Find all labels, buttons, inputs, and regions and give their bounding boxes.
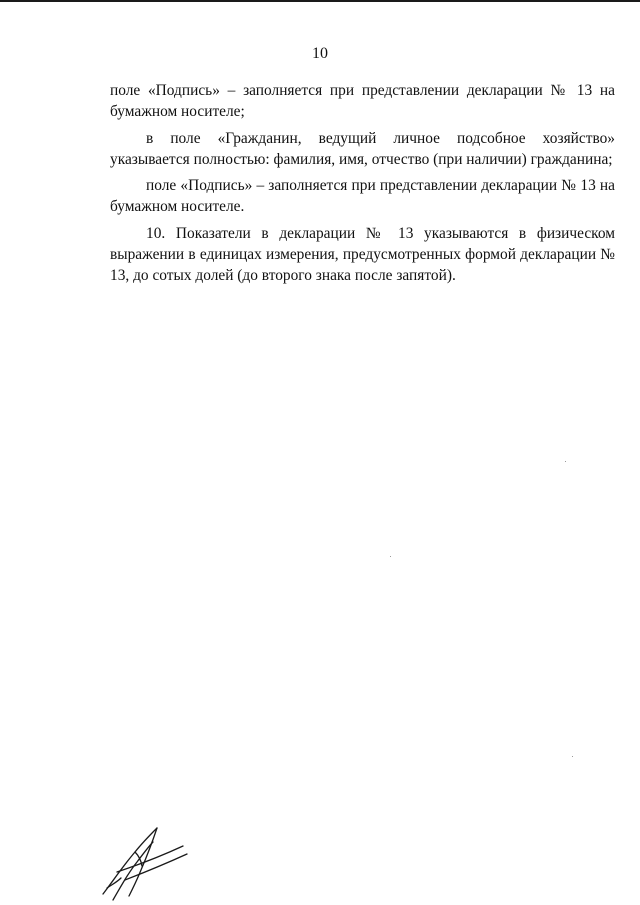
document-body [110, 80, 615, 287]
page-top-edge [0, 0, 640, 2]
scan-speck [572, 756, 573, 757]
paragraph-citizen-field: в поле «Гражданин, ведущий личное подсобное хозяйство» указывается полностью: фамилия, имя, отчество (при наличии) гражданина; [110, 129, 615, 168]
scan-speck [390, 556, 391, 557]
paragraph-signature-field-2: поле «Подпись» – заполняется при представлении декларации № 13 на бумажном носителе. [110, 177, 615, 216]
paragraph-item-10: 10. Показатели в декларации № 13 указываются в физическом выражении в единицах измерения, предусмотренных формой декларации № 13, до сотых долей (до второго знака после запятой). [110, 224, 615, 285]
scan-speck [565, 461, 566, 462]
handwritten-signature-icon [95, 826, 195, 902]
paragraph-signature-field-1: поле «Подпись» – заполняется при представлении декларации № 13 на бумажном носителе; [110, 82, 615, 121]
page-number: 10 [312, 45, 328, 62]
